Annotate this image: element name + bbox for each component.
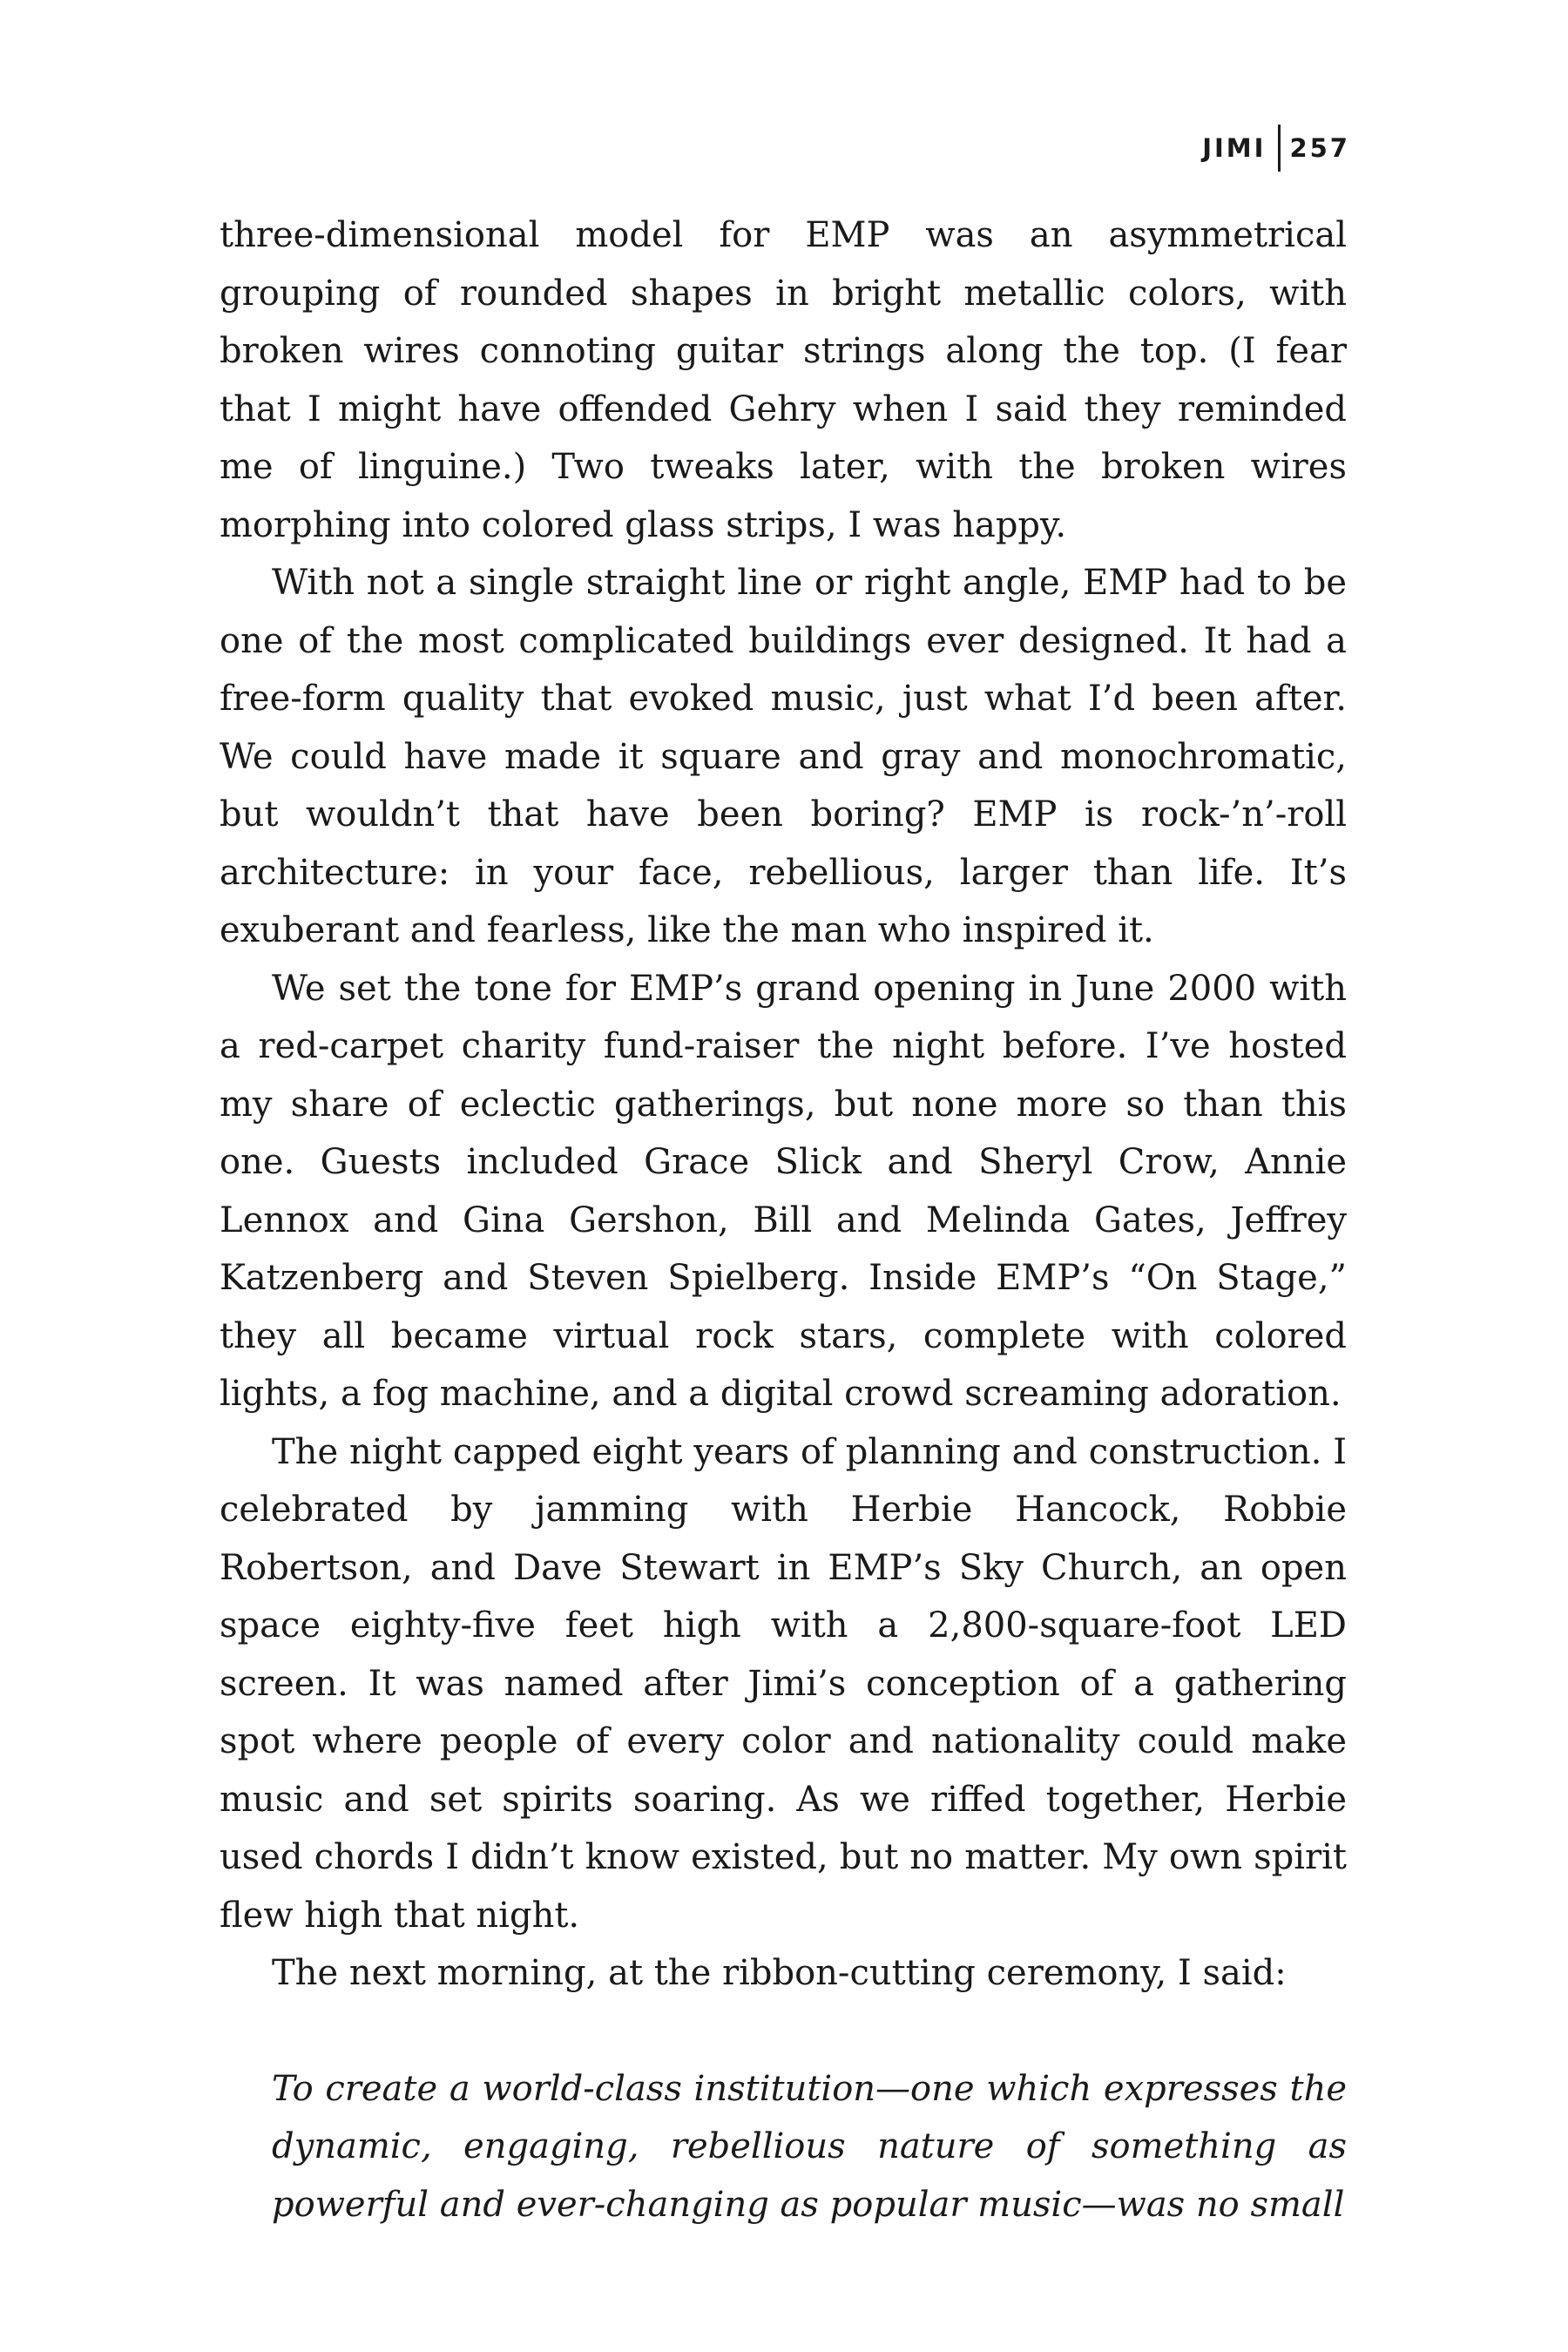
paragraph: We set the tone for EMP’s grand opening in June 2000 with a red-carpet charity fund-raiser the night before. I’ve hosted my share of eclectic gatherings, but none more so than this one. Guests included Grace Slick and Sheryl Crow, Annie Lennox and Gina Gershon, Bill and Melinda Gates, Jeffrey Katzenberg and Steven Spielberg. Inside EMP’s “On Stage,” they all became virtual rock stars, complete with colored lights, a fog machine, and a digital crowd screaming adoration. (220, 968, 1347, 1414)
block-quote: To create a world-class institution—one which expresses the dynamic, engaging, rebellious nature of something as powerful and ever-changing as popular music—was no small (272, 2068, 1347, 2225)
paragraph: With not a single straight line or right angle, EMP had to be one of the most complicated buildings ever designed. It had a free-form quality that evoked music, just what I’d been after. We could have made it square and gray and monochromatic, but wouldn’t that have been boring? EMP is rock-’n’-roll architecture: in your face, rebellious, larger than life. It’s exuberant and fearless, like the man who inspired it. (220, 563, 1347, 950)
body-text (220, 206, 1347, 2234)
paragraph: The next morning, at the ribbon-cutting ceremony, I said: (272, 1953, 1287, 1993)
running-head (1202, 125, 1350, 171)
paragraph: The night capped eight years of planning and construction. I celebrated by jamming with Herbie Hancock, Robbie Robertson, and Dave Stewart in EMP’s Sky Church, an open space eighty-five feet high with a 2,800-square-foot LED screen. It was named after Jimi’s conception of a gathering spot where people of every color and nationality could make music and set spirits soaring. As we riffed together, Herbie used chords I didn’t know existed, but no matter. My own spirit flew high that night. (220, 1431, 1347, 1936)
page-number: 257 (1289, 133, 1350, 163)
chapter-title: JIMI (1202, 133, 1267, 163)
header-divider (1278, 125, 1281, 172)
paragraph-continued: three-dimensional model for EMP was an asymmetrical grouping of rounded shapes in bright metallic colors, with broken wires connoting guitar strings along the top. (I fear that I might have offended Gehry when I said they reminded me of linguine.) Two tweaks later, with the broken wires morphing into colored glass strips, I was happy. (220, 215, 1347, 545)
